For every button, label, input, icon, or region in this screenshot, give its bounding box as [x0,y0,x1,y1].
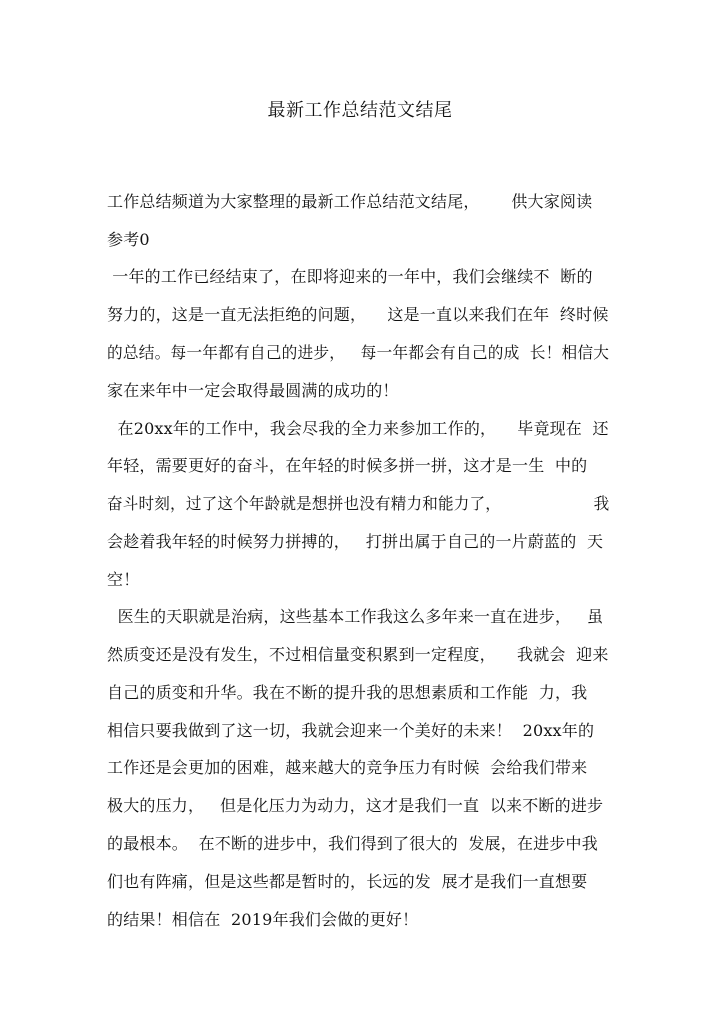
body-line: 工作总结频道为大家整理的最新工作总结范文结尾， 供大家阅读 [107,192,593,211]
body-line: 奋斗时刻，过了这个年龄就是想拼也没有精力和能力了， 我 [107,494,610,513]
body-line: 们也有阵痛，但是这些都是暂时的，长远的发 展才是我们一直想要 [107,872,588,891]
body-line: 家在来年中一定会取得最圆满的成功的！ [107,381,399,400]
body-line: 医生的天职就是治病，这些基本工作我这么多年来一直在进步， 虽 [107,607,604,626]
body-line: 一年的工作已经结束了，在即将迎来的一年中，我们会继续不 断的 [107,267,593,286]
body-line: 会趁着我年轻的时候努力拼搏的， 打拼出属于自己的一片蔚蓝的 天 [107,532,604,551]
body-line: 的最根本。 在不断的进步中，我们得到了很大的 发展，在进步中我 [107,834,598,853]
body-line: 努力的，这是一直无法拒绝的问题， 这是一直以来我们在年 终时候 [107,305,609,324]
body-line: 空！ [107,570,140,589]
body-line: 的结果！相信在 2019年我们会做的更好！ [107,910,419,929]
body-line: 工作还是会更加的困难，越来越大的竞争压力有时候 会给我们带来 [107,758,588,777]
body-line: 然质变还是没有发生，不过相信量变积累到一定程度， 我就会 迎来 [107,645,609,664]
document-title: 最新工作总结范文结尾 [267,100,453,121]
body-line: 参考0 [107,230,150,249]
body-line: 的总结。每一年都有自己的进步， 每一年都会有自己的成 长！相信大 [107,343,610,362]
body-line: 自己的质变和升华。我在不断的提升我的思想素质和工作能 力，我 [107,683,588,702]
body-line: 相信只要我做到了这一切，我就会迎来一个美好的未来！ 20xx年的 [107,721,595,740]
body-line: 在20xx年的工作中，我会尽我的全力来参加工作的， 毕竟现在 还 [107,419,609,438]
body-line: 极大的压力， 但是化压力为动力，这才是我们一直 以来不断的进步 [107,796,604,815]
body-line: 年轻，需要更好的奋斗，在年轻的时候多拼一拼，这才是一生 中的 [107,456,588,475]
